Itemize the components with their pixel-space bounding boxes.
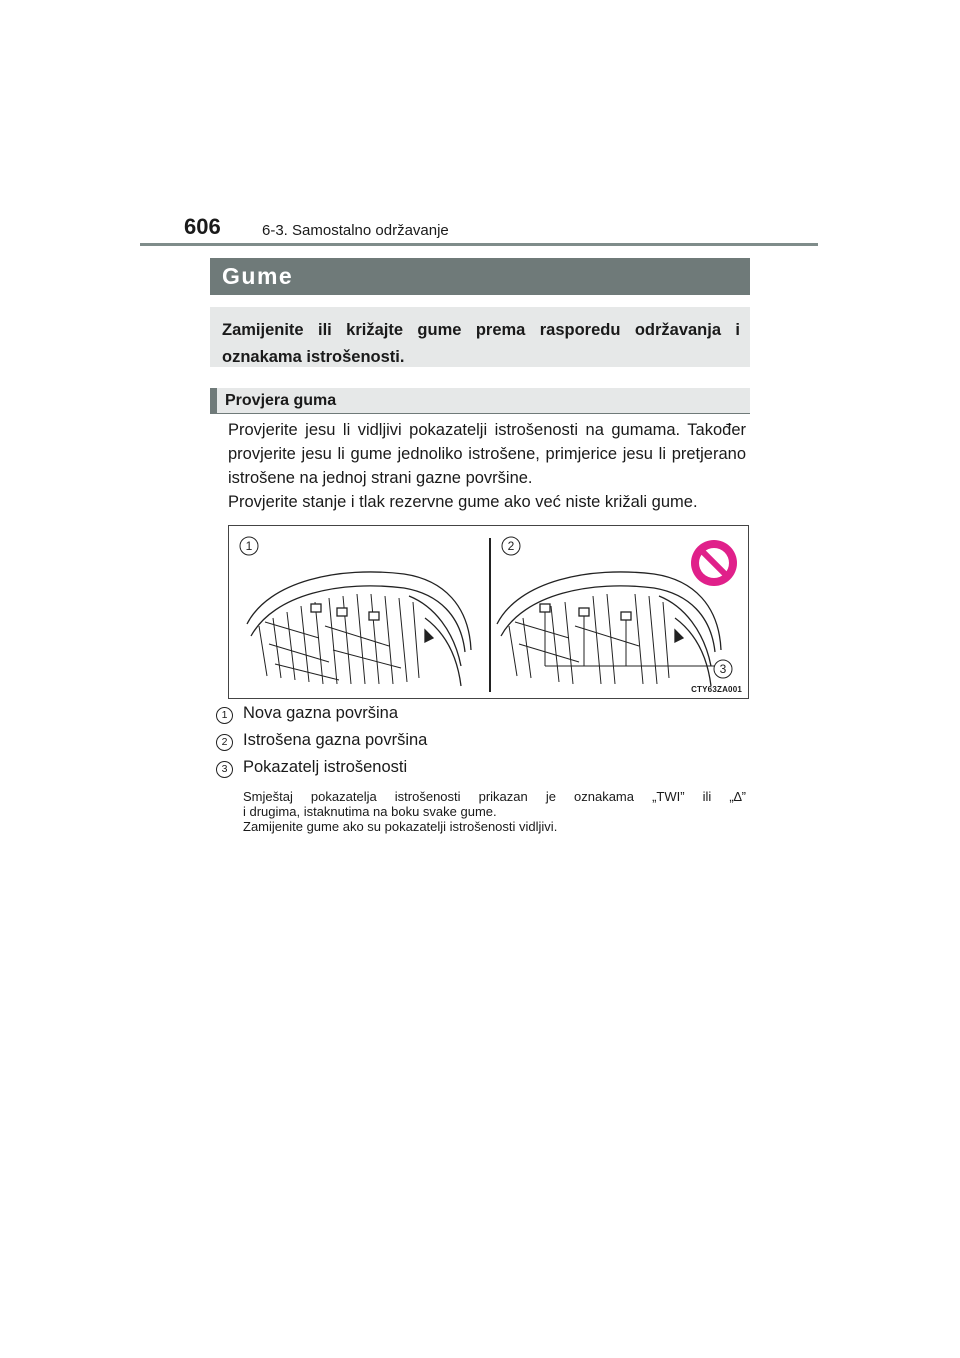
tire-illustration xyxy=(229,526,750,700)
body-paragraph-spare-tire: Provjerite stanje i tlak rezervne gume ako već niste križali gume. xyxy=(228,493,698,511)
no-entry-icon xyxy=(691,540,737,586)
new-tread-tire xyxy=(247,572,471,686)
legend-number: 3 xyxy=(216,761,233,778)
legend-number: 1 xyxy=(216,707,233,724)
subsection-title: Provjera guma xyxy=(210,388,750,414)
callout-1-text: 1 xyxy=(245,539,253,553)
legend-label: Nova gazna površina xyxy=(243,704,399,722)
header-divider xyxy=(140,243,818,246)
callout-3 xyxy=(714,660,732,678)
intro-box: Zamijenite ili križajte gume prema rasporedu održavanja i oznakama istrošenosti. xyxy=(210,307,750,367)
note-line: Zamijenite gume ako su pokazatelji istrošenosti vidljivi. xyxy=(243,819,558,834)
figure-code: CTY63ZA001 xyxy=(691,685,742,694)
callout-1 xyxy=(240,537,258,555)
subsection-divider xyxy=(210,413,750,414)
callout-2-text: 2 xyxy=(507,539,515,553)
tire-wear-figure xyxy=(228,525,749,699)
legend-label: Pokazatelj istrošenosti xyxy=(243,758,408,776)
breadcrumb: 6-3. Samostalno održavanje xyxy=(262,222,449,239)
section-title: Gume xyxy=(210,258,750,295)
callout-3-text: 3 xyxy=(719,662,727,676)
body-paragraph-check-wear: Provjerite jesu li vidljivi pokazatelji istrošenosti na gumama. Također provjerite jesu li gume jednoliko istrošene, primjerice jesu li pretjerano istrošene na jednoj strani gazne površine. xyxy=(228,421,746,487)
legend-label: Istrošena gazna površina xyxy=(243,731,428,749)
page-number: 606 xyxy=(184,214,221,239)
callout-2 xyxy=(502,537,520,555)
note-text xyxy=(243,789,746,834)
worn-tread-tire xyxy=(497,572,721,686)
note-line: i drugima, istaknutima na boku svake gume. xyxy=(243,804,497,819)
note-line: Smještaj pokazatelja istrošenosti prikazan je oznakama „TWI” ili „∆” xyxy=(243,789,746,804)
legend-number: 2 xyxy=(216,734,233,751)
